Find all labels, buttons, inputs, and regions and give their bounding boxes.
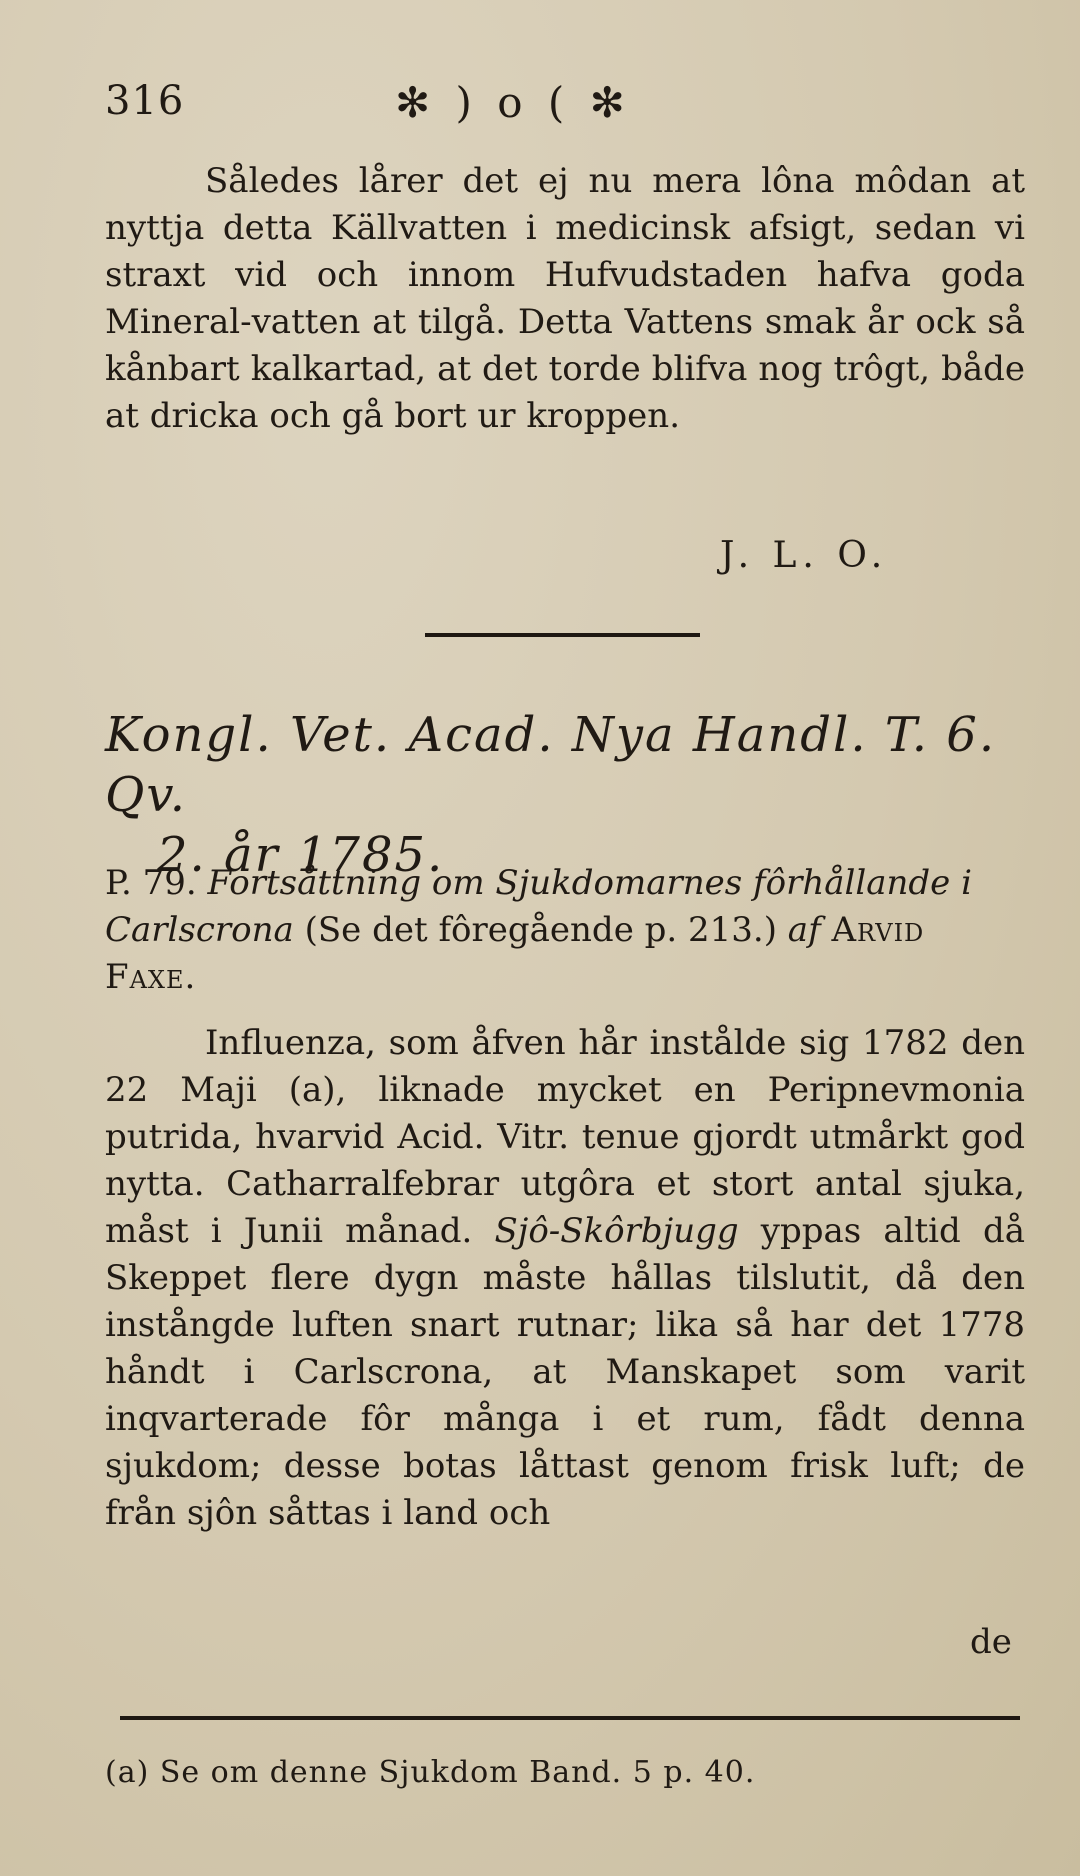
- paragraph-2: [105, 1020, 1025, 1537]
- citation-note: (Se det fôregående p. 213.): [304, 910, 777, 950]
- signature: J. L. O.: [720, 535, 889, 576]
- citation: [105, 860, 1025, 1001]
- header-ornament: ✻ ) o ( ✻: [395, 78, 631, 127]
- footnote-divider: [120, 1716, 1020, 1720]
- paragraph-2-italic: Sjô-Skôrbjugg: [494, 1211, 739, 1251]
- paragraph-2-part-2: yppas altid då Skeppet flere dygn måste hållas tilslutit, då den instångde luften snart rutnar; lika så har det 1778 håndt i Carlscrona, at Manskapet som varit inqvarterade fôr många i et rum, fådt denna sjukdom; desse botas låttast genom frisk luft; de från sjôn såttas i land och: [105, 1211, 1025, 1533]
- section-title-line-1: Kongl. Vet. Acad. Nya Handl. T. 6. Qv.: [105, 707, 997, 823]
- citation-author: Arvid Faxe.: [105, 910, 925, 997]
- page-number: 316: [105, 78, 185, 124]
- section-divider: [425, 633, 700, 637]
- section-title: [105, 705, 1025, 885]
- catchword: de: [970, 1622, 1012, 1662]
- paragraph-2-part-1: Influenza, som åfven hår instålde sig 1782 den 22 Maji (a), liknade mycket en Peripnevmonia putrida, hvarvid Acid. Vitr. tenue gjordt utmårkt god nytta. Catharralfebrar utgôra et stort antal sjuka, måst i Junii månad.: [105, 1023, 1025, 1251]
- citation-page-ref: P. 79.: [105, 863, 197, 903]
- section-title-line-2: 2. år 1785.: [157, 827, 445, 883]
- paragraph-1: Således lårer det ej nu mera lôna môdan at nyttja detta Källvatten i medicinsk afsigt, sedan vi straxt vid och innom Hufvudstaden hafva goda Mineral-vatten at tilgå. Detta Vattens smak år ock så kånbart kalkartad, at det torde blifva nog trôgt, både at dricka och gå bort ur kroppen.: [105, 161, 1025, 436]
- citation-af: af: [787, 910, 821, 950]
- citation-title: Fortsåttning om Sjukdomarnes fôrhållande i Carlscrona: [105, 863, 972, 950]
- page-header: [105, 78, 1035, 138]
- footnote: (a) Se om denne Sjukdom Band. 5 p. 40.: [105, 1755, 756, 1790]
